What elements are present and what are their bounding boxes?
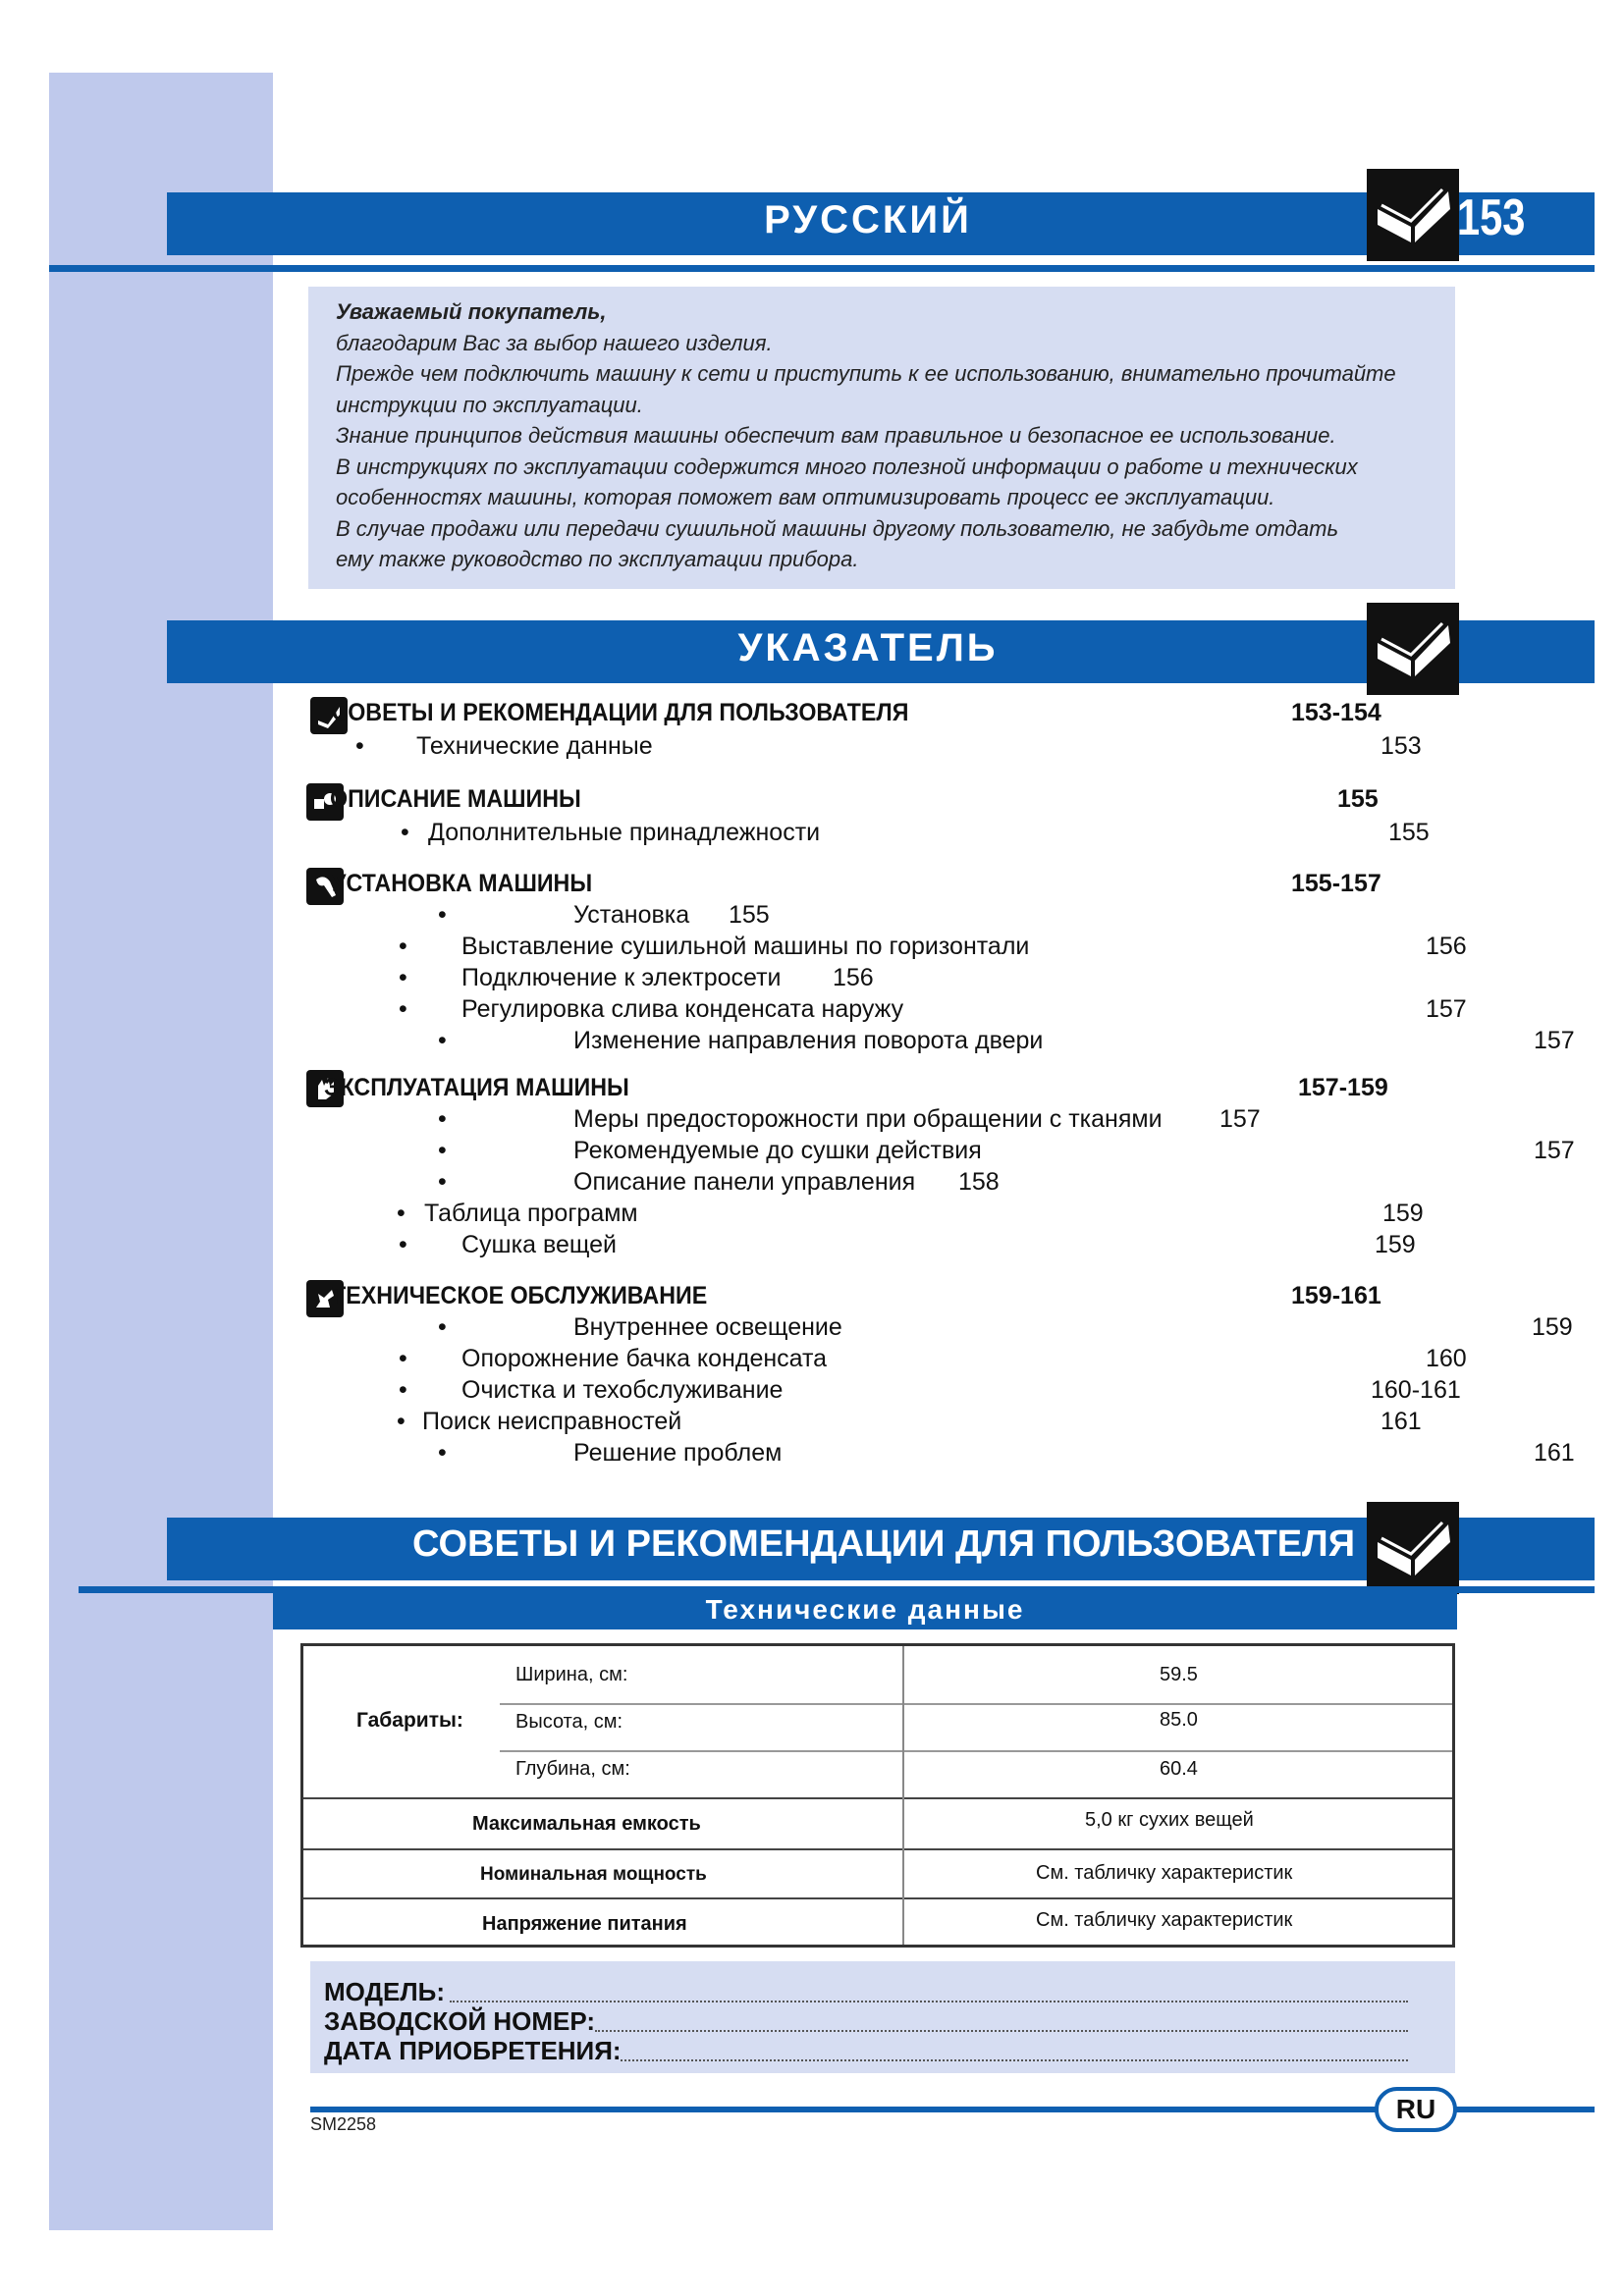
serial-number-fill-line — [595, 2030, 1408, 2032]
toc-item-page: 159 — [1532, 1313, 1573, 1341]
toc-bullet: • — [438, 1168, 447, 1196]
toc-bullet: • — [399, 995, 407, 1023]
toc-section-pages: 159-161 — [1291, 1282, 1381, 1309]
toc-bullet: • — [399, 933, 407, 960]
toc-item-page: 156 — [1426, 933, 1467, 960]
toc-item-page: 161 — [1534, 1439, 1575, 1467]
open-book-icon — [1372, 184, 1454, 246]
voltage-value: См. табличку характеристик — [1036, 1909, 1293, 1931]
toc-item-page: 161 — [1380, 1408, 1422, 1435]
table-row-divider — [500, 1750, 1452, 1752]
open-book-icon — [1372, 617, 1454, 680]
height-label: Высота, см: — [515, 1711, 623, 1733]
toc-item-page: 153 — [1380, 732, 1422, 760]
intro-line: В случае продажи или передачи сушильной машины другому пользователю, не забудьте отдать — [336, 515, 1339, 541]
toc-section-title: ТЕХНИЧЕСКОЕ ОБСЛУЖИВАНИЕ — [332, 1282, 708, 1309]
toc-section-pages: 153-154 — [1291, 699, 1381, 726]
toc-item-label: Внутреннее освещение — [573, 1313, 842, 1341]
toc-item-label: Рекомендуемые до сушки действия — [573, 1137, 982, 1164]
toc-section-pages: 155-157 — [1291, 870, 1381, 897]
model-fill-line — [450, 2001, 1408, 2002]
toc-bullet: • — [438, 1027, 447, 1054]
spec-table — [300, 1643, 1455, 1948]
toc-bullet: • — [401, 819, 409, 846]
toc-section-title: СОВЕТЫ И РЕКОМЕНДАЦИИ ДЛЯ ПОЛЬЗОВАТЕЛЯ — [332, 699, 909, 726]
intro-line: Прежде чем подключить машину к сети и приступить к ее использованию, внимательно прочитайте — [336, 361, 1396, 386]
toc-item-page: 157 — [1534, 1137, 1575, 1164]
table-column-divider — [902, 1646, 904, 1945]
header-underline — [49, 265, 1595, 272]
toc-item-label: Описание панели управления — [573, 1168, 916, 1196]
table-row-divider — [500, 1703, 1452, 1705]
toc-item-page: 157 — [1219, 1105, 1261, 1133]
advice-book-icon-box — [1367, 1502, 1459, 1594]
toc-bullet: • — [399, 1345, 407, 1372]
toc-item-label: Регулировка слива конденсата наружу — [461, 995, 904, 1023]
intro-line: особенностях машины, которая поможет вам оптимизировать процесс ее эксплуатации. — [336, 485, 1275, 509]
toc-item-label: Таблица программ — [424, 1200, 638, 1227]
toc-bullet: • — [399, 964, 407, 991]
toc-bullet: • — [399, 1376, 407, 1404]
intro-greeting: Уважаемый покупатель, — [336, 299, 607, 324]
toc-bullet: • — [438, 901, 447, 929]
width-value: 59.5 — [1160, 1664, 1198, 1685]
dimensions-label: Габариты: — [356, 1709, 463, 1732]
table-row-divider — [303, 1848, 1452, 1850]
toc-item-label: Дополнительные принадлежности — [428, 819, 821, 846]
height-value: 85.0 — [1160, 1709, 1198, 1731]
page-title: РУССКИЙ — [764, 198, 972, 241]
intro-line: Знание принципов действия машины обеспечит вам правильное и безопасное ее использование. — [336, 423, 1336, 448]
intro-message — [308, 287, 1455, 589]
toc-item-page: 155 — [729, 901, 770, 929]
toc-item-label: Технические данные — [416, 732, 653, 760]
toc-bullet: • — [438, 1313, 447, 1341]
capacity-value: 5,0 кг сухих вещей — [1085, 1809, 1254, 1831]
spec-subtitle: Технические данные — [705, 1594, 1025, 1625]
index-title: УКАЗАТЕЛЬ — [737, 626, 999, 669]
purchase-date-fill-line — [621, 2059, 1408, 2061]
toc-item-label: Меры предосторожности при обращении с тканями — [573, 1105, 1163, 1133]
intro-line: благодарим Вас за выбор нашего изделия. — [336, 330, 773, 355]
toc-section-title: ОПИСАНИЕ МАШИНЫ — [330, 785, 581, 813]
document-code: SM2258 — [310, 2114, 377, 2134]
intro-line: инструкции по эксплуатации. — [336, 392, 643, 417]
toc-section-pages: 155 — [1337, 785, 1379, 813]
toc-bullet: • — [355, 732, 364, 760]
power-label: Номинальная мощность — [480, 1864, 707, 1885]
model-label: МОДЕЛЬ: — [324, 1977, 445, 2006]
toc-item-page: 159 — [1375, 1231, 1416, 1258]
toc-bullet: • — [438, 1439, 447, 1467]
page-number: 153 — [1457, 189, 1526, 246]
width-label: Ширина, см: — [515, 1664, 628, 1685]
toc-item-label: Опорожнение бачка конденсата — [461, 1345, 828, 1372]
intro-line: ему также руководство по эксплуатации прибора. — [336, 547, 859, 571]
toc-item-page: 158 — [958, 1168, 1000, 1196]
depth-value: 60.4 — [1160, 1758, 1198, 1780]
toc-item-label: Очистка и техобслуживание — [461, 1376, 784, 1404]
model-info-box — [310, 1961, 1455, 2073]
voltage-label: Напряжение питания — [482, 1913, 687, 1935]
toc-bullet: • — [438, 1137, 447, 1164]
toc-item-page: 157 — [1426, 995, 1467, 1023]
table-row-divider — [303, 1897, 1452, 1899]
purchase-date-label: ДАТА ПРИОБРЕТЕНИЯ: — [324, 2036, 622, 2065]
toc-bullet: • — [397, 1408, 406, 1435]
table-row-divider — [303, 1797, 1452, 1799]
left-margin-strip — [49, 73, 273, 2230]
serial-number-label: ЗАВОДСКОЙ НОМЕР: — [324, 2006, 596, 2036]
toc-bullet: • — [399, 1231, 407, 1258]
toc-item-page: 160 — [1426, 1345, 1467, 1372]
advice-title: СОВЕТЫ И РЕКОМЕНДАЦИИ ДЛЯ ПОЛЬЗОВАТЕЛЯ — [411, 1523, 1356, 1565]
toc-bullet: • — [438, 1105, 447, 1133]
index-book-icon-box — [1367, 603, 1459, 695]
intro-line: В инструкциях по эксплуатации содержится много полезной информации о работе и технических — [336, 454, 1358, 479]
toc-section-pages: 157-159 — [1298, 1074, 1388, 1101]
toc-section-title: ЭКСПЛУАТАЦИЯ МАШИНЫ — [324, 1074, 629, 1101]
power-value: См. табличку характеристик — [1036, 1862, 1293, 1884]
toc-item-page: 159 — [1382, 1200, 1424, 1227]
toc-item-page: 160-161 — [1371, 1376, 1461, 1404]
toc-item-page: 155 — [1388, 819, 1430, 846]
toc-item-page: 156 — [833, 964, 874, 991]
toc-item-label: Изменение направления поворота двери — [573, 1027, 1044, 1054]
toc-item-label: Подключение к электросети — [461, 964, 782, 991]
toc-item-page: 157 — [1534, 1027, 1575, 1054]
language-badge: RU — [1375, 2087, 1457, 2132]
open-book-icon — [1372, 1517, 1454, 1579]
toc-item-label: Поиск неисправностей — [422, 1408, 682, 1435]
toc-item-label: Сушка вещей — [461, 1231, 618, 1258]
header-book-icon-box — [1367, 169, 1459, 261]
depth-label: Глубина, см: — [515, 1758, 630, 1780]
capacity-label: Максимальная емкость — [472, 1813, 701, 1835]
toc-item-label: Выставление сушильной машины по горизонтали — [461, 933, 1030, 960]
toc-item-label: Установка — [573, 901, 690, 929]
toc-section-title: УСТАНОВКА МАШИНЫ — [332, 870, 593, 897]
toc-bullet: • — [397, 1200, 406, 1227]
toc-item-label: Решение проблем — [573, 1439, 783, 1467]
